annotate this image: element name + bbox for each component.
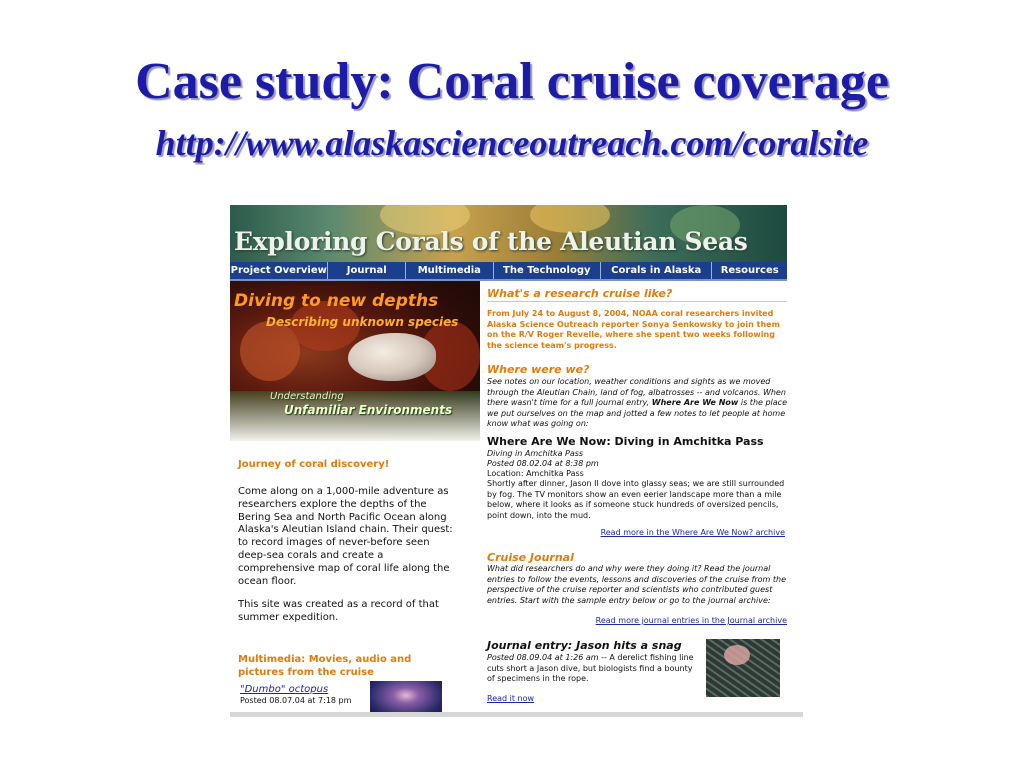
site-title: Exploring Corals of the Aleutian Seas: [234, 227, 748, 256]
nav-multimedia[interactable]: Multimedia: [406, 262, 494, 279]
snag-title[interactable]: Journal entry: Jason hits a snag: [487, 639, 682, 652]
nav-corals-in-alaska[interactable]: Corals in Alaska: [601, 262, 712, 279]
wawn-text: Shortly after dinner, Jason II dove into glassy seas; we are still surrounded by fog. The TV monitors show an even eerier landscape more than a mile below, where it looks as if someone stuck hundreds of oversized pencils, point down, into the mud.: [487, 479, 785, 520]
snag-text: Posted 08.09.04 at 1:26 am -- A derelict fishing line cuts short a Jason dive, but biologists find a bounty of specimens in the rope.: [487, 653, 694, 683]
nav-journal[interactable]: Journal: [328, 262, 406, 279]
hero-line-1: Diving to new depths: [234, 291, 439, 311]
read-it-now-link[interactable]: Read it now: [487, 694, 535, 703]
dumbo-octopus-link[interactable]: "Dumbo" octopus: [240, 684, 329, 695]
where-heading: Where were we?: [487, 363, 590, 376]
wawn-archive-link[interactable]: Read more in the Where Are We Now? archive: [600, 528, 785, 537]
cruise-text: From July 24 to August 8, 2004, NOAA coral researchers invited Alaska Science Outreach reporter Sonya Senkowsky to join them on the R/V Roger Revelle, where she spent two weeks following the science team's progress.: [487, 309, 780, 350]
hero-line-3: Understanding: [270, 391, 344, 402]
journal-heading: Cruise Journal: [487, 551, 574, 564]
record-text: This site was created as a record of that summer expedition.: [238, 599, 439, 623]
multimedia-heading: Multimedia: Movies, audio and pictures from the cruise: [238, 654, 412, 678]
wawn-location: Location: Amchitka Pass: [487, 469, 584, 478]
nav-the-technology[interactable]: The Technology: [494, 262, 601, 279]
site-nav: [230, 262, 787, 281]
wawn-subtitle: Diving in Amchitka Pass: [487, 449, 584, 458]
journal-archive-link[interactable]: Read more journal entries in the Journal archive: [595, 616, 787, 625]
screenshot-bottom-edge: [230, 712, 803, 717]
hero-line-4: Unfamiliar Environments: [284, 403, 453, 417]
video-posted: Posted 08.07.04 at 7:18 pm: [240, 696, 352, 705]
wawn-posted: Posted 08.02.04 at 8:38 pm: [487, 459, 599, 468]
slide-title: Case study: Coral cruise coverage: [135, 53, 889, 110]
fishing-line-thumbnail[interactable]: [706, 639, 780, 697]
nav-project-overview[interactable]: Project Overview: [230, 262, 328, 279]
site-banner: [230, 205, 787, 262]
hero-image: [230, 281, 480, 441]
website-screenshot: [230, 205, 803, 717]
journal-text: What did researchers do and why were they doing it? Read the journal entries to follow the events, lessons and discoveries of the cruise from the perspective of the cruise reporter and scientists who contributed guest entries. Start with the sample entry below or go to the journal archive:: [487, 564, 787, 605]
cruise-heading: What's a research cruise like?: [487, 287, 673, 300]
nav-resources[interactable]: Resources: [720, 265, 779, 276]
journey-heading: Journey of coral discovery!: [238, 459, 390, 470]
where-text: See notes on our location, weather conditions and sights as we moved through the Aleutian Chain, land of fog, albatrosses -- and volcanos. When there wasn't time for a full journal entry, Where Are We Now is the place we put ourselves on the map and jotted a few notes to let people at home know what was going on:: [487, 377, 788, 428]
divider: [487, 301, 787, 302]
fish-image: [348, 333, 436, 381]
wawn-title[interactable]: Where Are We Now: Diving in Amchitka Pass: [487, 435, 764, 448]
hero-line-2: Describing unknown species: [266, 315, 459, 329]
journey-text: Come along on a 1,000-mile adventure as researchers explore the depths of the Bering Sea and North Pacific Ocean along Alaska's Aleutian Island chain. Their quest: to record images of never-before seen deep-sea corals and create a comprehensive map of coral life along the ocean floor.: [238, 486, 453, 587]
slide-url: http://www.alaskascienceoutreach.com/coralsite: [155, 123, 869, 163]
